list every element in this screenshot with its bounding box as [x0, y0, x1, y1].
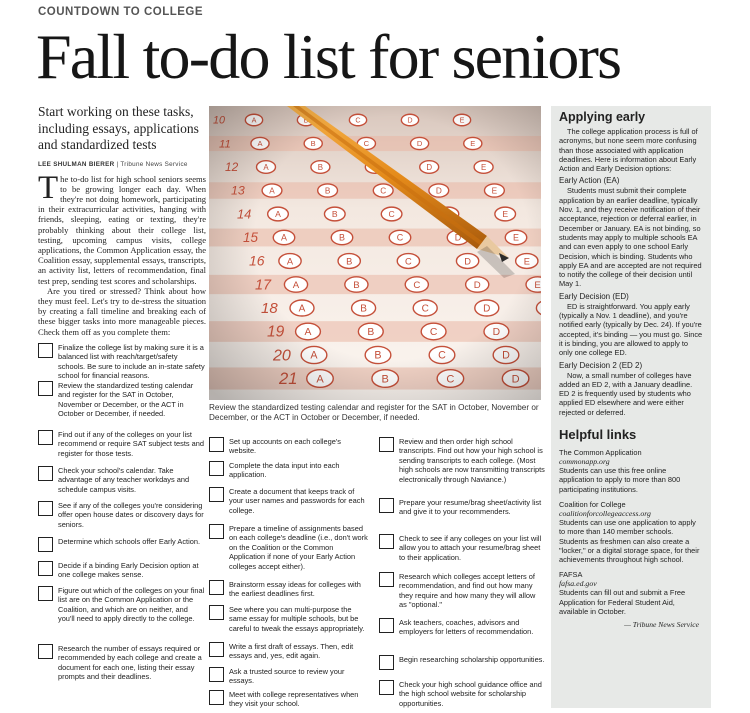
checklist-item [38, 644, 206, 682]
bubble-sheet-photo [209, 106, 541, 400]
checklist-item-text: Find out if any of the colleges on your list recommend or require SAT subject tests and register for those tests. [58, 430, 204, 458]
link-desc: Students can fill out and submit a Free Application for Federal Student Aid, available in October. [559, 588, 686, 616]
article-body [38, 169, 206, 337]
checkbox[interactable] [379, 655, 394, 670]
checklist-item-text: Prepare a timeline of assignments based on each college's deadline (i.e., don't work on the Coalition or the Common Application if none of your Early Action colleges accept either). [229, 524, 368, 571]
checklist-item [38, 501, 206, 529]
checklist-item [38, 466, 206, 494]
checkbox[interactable] [379, 534, 394, 549]
checklist-item [209, 461, 369, 480]
checklist-item-text: Figure out which of the colleges on your final list are on the Common Application or the Coalition, and which are on neither, and you'll need to apply directly to the college. [58, 586, 205, 624]
checklist-item-text: See if any of the colleges you're considering offer open house dates or discovery days for seniors. [58, 501, 204, 529]
checklist-item [379, 437, 545, 484]
deck: Start working on these tasks, including essays, applications and standardized tests [38, 104, 199, 152]
paragraph-1-text: he to-do list for high school seniors seems to be growing longer each day. When they're not doing homework, participating in their extracurricular activities, hanging with friends, sleeping, eating or texting, they're probably thinking about their college list, testing, upcoming campus visits, college applications, the Common Application essay, the Coalition essay, supplemental essays, transcripts, an activity list, letters of recommendation, final test prep, sending test scores and scholarships. [38, 173, 206, 286]
checklist-item [379, 498, 545, 517]
checklist-item [379, 618, 545, 637]
paragraph-1 [38, 169, 206, 286]
checkbox[interactable] [379, 572, 394, 587]
checklist-item [379, 655, 545, 670]
ed-text: ED is straightforward. You apply early (typically a Nov. 1 deadline), and you're notified early (typically by Dec. 24). If you're accepted, it's binding — you must go. Since it is binding, you are allowed to apply to only one college ED. [559, 301, 703, 358]
link-block [559, 448, 703, 494]
checkbox[interactable] [209, 580, 224, 595]
checklist-item [209, 437, 369, 456]
checklist-item [209, 667, 369, 686]
sidebar-applying-early [551, 106, 711, 708]
checkbox[interactable] [38, 501, 53, 516]
ed-heading: Early Decision (ED) [559, 291, 629, 301]
byline-source: | Tribune News Service [114, 160, 188, 168]
checklist-item-text: Ask a trusted source to review your essays. [229, 667, 345, 686]
sidebar-title: Applying early [559, 110, 646, 124]
checklist-item-text: Prepare your resume/brag sheet/activity list and give it to your recommenders. [399, 498, 542, 517]
byline-name: LEE SHULMAN BIERER [38, 160, 115, 168]
checklist-item-text: Ask teachers, coaches, advisors and employers for letters of recommendation. [399, 618, 534, 637]
checkbox[interactable] [209, 461, 224, 476]
checklist-item-text: Check your high school guidance office and the high school website for scholarship opportunities. [399, 680, 542, 708]
checkbox[interactable] [209, 690, 224, 705]
checkbox[interactable] [38, 537, 53, 552]
checklist-item [209, 690, 369, 709]
checklist-item-text: Check to see if any colleges on your list will allow you to attach your resume/brag sheet to their application. [399, 534, 542, 562]
ed2-text: Now, a small number of colleges have added an ED 2, with a January deadline. ED 2 is frequently used by students who applied ED elsewhere and were either rejected or deferred. [559, 370, 693, 417]
sidebar-intro: The college application process is full of acronyms, but none seem more confusing than those associated with application deadlines. Here is information about Early Action and Early Decision options: [559, 127, 698, 174]
checklist-item-text: Review the standardized testing calendar and register for the SAT in October, November or December, or the ACT in October or December, if needed. [58, 381, 194, 419]
sidebar-credit: — Tribune News Service [624, 620, 699, 630]
checklist-item [379, 534, 545, 562]
checkbox[interactable] [38, 430, 53, 445]
link-url[interactable]: coalitionforcollegeaccess.org [559, 508, 651, 518]
link-name: FAFSA [559, 570, 583, 580]
checkbox[interactable] [379, 437, 394, 452]
checklist-item [209, 487, 369, 515]
checklist-item-text: Review and then order high school transcripts. Find out how your high school is sending transcripts to each college. (Most high schools are now transmitting transcripts electronically through Naviance.) [399, 437, 545, 484]
link-name: The Common Application [559, 448, 642, 458]
checklist-item-text: Finalize the college list by making sure it is a balanced list with reach/target/safety schools. Be sure to include an in-state safety school for financial reasons. [58, 343, 205, 381]
link-name: Coalition for College [559, 499, 626, 509]
checkbox[interactable] [209, 642, 224, 657]
checklist-item [38, 537, 206, 552]
checklist-item-text: Set up accounts on each college's website. [229, 437, 341, 456]
checkbox[interactable] [209, 487, 224, 502]
checklist-item-text: Brainstorm essay ideas for colleges with the earliest deadlines first. [229, 580, 361, 599]
checklist-item-text: See where you can multi-purpose the same essay for multiple schools, but be careful to tweak the essays appropriately. [229, 605, 365, 633]
checklist-item-text: Research the number of essays required or recommended by each college and create a document for each one, listing their essay prompts and their deadlines. [58, 644, 202, 682]
checklist-item-text: Meet with college representatives when they visit your school. [229, 690, 359, 709]
link-url[interactable]: fafsa.ed.gov [559, 579, 597, 589]
checklist-item [38, 586, 206, 624]
link-block [559, 570, 703, 616]
link-desc: Students can use this free online application to apply to more than 800 participating institutions. [559, 466, 681, 494]
ea-text: Students must submit their complete application by an earlier deadline, typically Nov. 1, and they receive notification of their acceptance, rejection or deferral earlier, in December or January. EA is not binding, so students may apply to multiple schools EA and can even apply to one school Early Decision, which is binding. Students who apply EA and are accepted are not required to notify the college of their decision until May 1. [559, 186, 702, 289]
page-headline: Fall to-do list for seniors [36, 21, 621, 92]
checklist-item-text: Check your school's calendar. Take advantage of any teacher workdays and schedule campus visits. [58, 466, 190, 494]
checkbox[interactable] [209, 437, 224, 452]
checklist-item [379, 680, 545, 708]
checklist-item [209, 580, 369, 599]
checklist-item [209, 605, 369, 633]
drop-cap: T [38, 169, 59, 206]
checkbox[interactable] [379, 680, 394, 695]
bubble-sheet-image [209, 106, 541, 400]
checkbox[interactable] [379, 618, 394, 633]
checkbox[interactable] [38, 343, 53, 358]
checkbox[interactable] [379, 498, 394, 513]
checkbox[interactable] [38, 644, 53, 659]
checklist-item [38, 561, 206, 580]
checkbox[interactable] [38, 561, 53, 576]
checklist-item-text: Decide if a binding Early Decision option at one college makes sense. [58, 561, 199, 580]
checkbox[interactable] [209, 605, 224, 620]
checkbox[interactable] [209, 667, 224, 682]
ed2-heading: Early Decision 2 (ED 2) [559, 360, 643, 370]
links-title: Helpful links [559, 427, 637, 443]
checklist-item-text: Determine which schools offer Early Action. [58, 537, 200, 546]
checkbox[interactable] [209, 524, 224, 539]
paragraph-2: Are you tired or stressed? Think about how they must feel. Let's try to de-stress the situation by creating a fall timeline and breaking each of these bigger tasks into more manageable pieces. Check them off as you complete them: [38, 285, 206, 337]
checklist-item [379, 572, 545, 610]
checklist-item-text: Research which colleges accept letters of recommendation, and find out how many they require and how many they will allow as "optional." [399, 572, 536, 610]
checklist-item-text: Complete the data input into each application. [229, 461, 340, 480]
link-block [559, 500, 703, 564]
checklist-item-text: Begin researching scholarship opportunities. [399, 655, 545, 664]
section-kicker: COUNTDOWN TO COLLEGE [38, 6, 204, 18]
checklist-item [38, 430, 206, 458]
photo-caption: Review the standardized testing calendar and register for the SAT in October, November or December, or the ACT in October or December, if needed. [209, 403, 539, 423]
checklist-item-text: Write a first draft of essays. Then, edit essays and, yes, edit again. [229, 642, 354, 661]
link-desc: Students can use one application to apply to more than 140 member schools. Students as freshmen can also create a "locker," or a digital storage space, for their achievements throughout high school. [559, 517, 700, 565]
intro-column [38, 104, 206, 337]
link-url[interactable]: commonapp.org [559, 457, 610, 467]
checkbox[interactable] [38, 586, 53, 601]
checklist-item [209, 524, 369, 571]
checkbox[interactable] [38, 466, 53, 481]
checklist-item [209, 642, 369, 661]
byline [38, 161, 206, 168]
checklist-item [38, 381, 206, 419]
checklist-item-text: Create a document that keeps track of your user names and passwords for each college. [229, 487, 365, 515]
ea-heading: Early Action (EA) [559, 176, 620, 186]
checkbox[interactable] [38, 381, 53, 396]
checklist-item [38, 343, 206, 381]
